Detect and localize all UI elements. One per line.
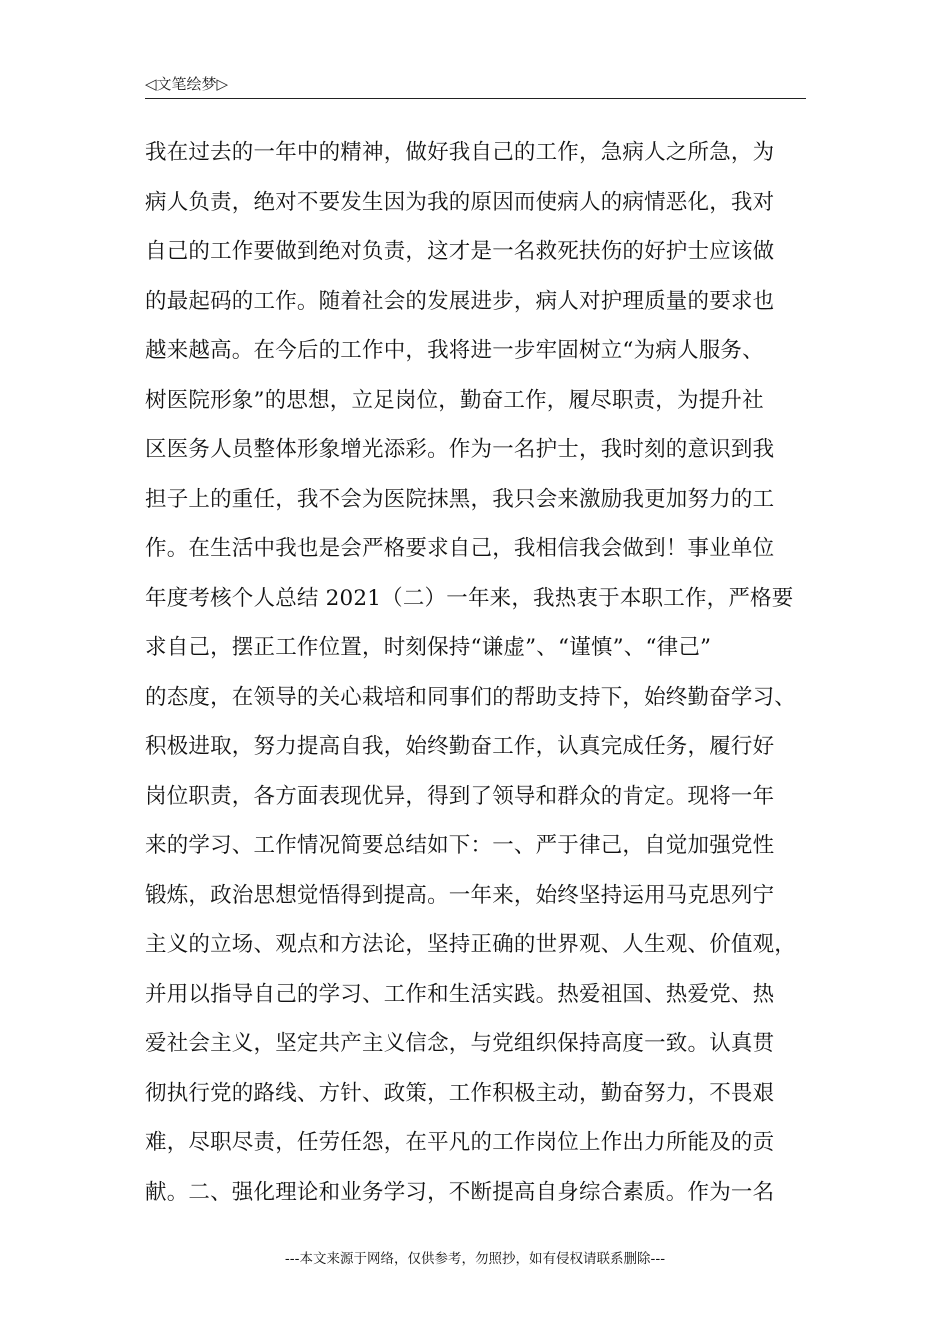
body-line: 我在过去的一年中的精神，做好我自己的工作，急病人之所急，为 <box>145 140 775 165</box>
body-line: 献。二、强化理论和业务学习，不断提高自身综合素质。作为一名 <box>145 1179 775 1205</box>
body-line: 区医务人员整体形象增光添彩。作为一名护士，我时刻的意识到我 <box>145 437 775 462</box>
footer-disclaimer: ---本文来源于网络，仅供参考，勿照抄，如有侵权请联系删除--- <box>284 1251 666 1267</box>
body-line: 难，尽职尽责，任劳任怨，在平凡的工作岗位上作出力所能及的贡 <box>145 1130 775 1155</box>
body-line: 岗位职责，各方面表现优异，得到了领导和群众的肯定。现将一年 <box>145 783 775 809</box>
document-body <box>145 128 825 1217</box>
body-line: 积极进取，努力提高自我，始终勤奋工作，认真完成任务，履行好 <box>145 734 775 759</box>
body-line: 越来越高。在今后的工作中，我将进一步牢固树立“为病人服务、 <box>145 338 764 363</box>
body-line: 的最起码的工作。随着社会的发展进步，病人对护理质量的要求也 <box>145 288 775 314</box>
body-line: 作。在生活中我也是会严格要求自己，我相信我会做到！事业单位 <box>145 536 775 561</box>
body-line: 担子上的重任，我不会为医院抹黑，我只会来激励我更加努力的工 <box>145 486 775 512</box>
body-line: 年度考核个人总结 2021（二）一年来，我热衷于本职工作，严格要 <box>145 585 794 611</box>
body-line: 来的学习、工作情况简要总结如下：一、严于律己，自觉加强党性 <box>145 833 775 858</box>
body-line: 树医院形象”的思想，立足岗位，勤奋工作，履尽职责，为提升社 <box>145 387 764 413</box>
body-line: 自己的工作要做到绝对负责，这才是一名救死扶伤的好护士应该做 <box>145 239 775 264</box>
body-line: 爱社会主义，坚定共产主义信念，与党组织保持高度一致。认真贯 <box>145 1031 775 1056</box>
body-line: 求自己，摆正工作位置，时刻保持“谦虚”、“谨慎”、“律己” <box>145 635 712 660</box>
body-line: 锻炼，政治思想觉悟得到提高。一年来，始终坚持运用马克思列宁 <box>145 882 775 908</box>
body-line: 彻执行党的路线、方针、政策，工作积极主动，勤奋努力，不畏艰 <box>145 1080 775 1106</box>
body-line: 的态度，在领导的关心栽培和同事们的帮助支持下，始终勤奋学习、 <box>145 684 797 710</box>
page-header <box>145 74 806 99</box>
body-line: 病人负责，绝对不要发生因为我的原因而使病人的病情恶化，我对 <box>145 189 775 215</box>
page-footer <box>0 1247 950 1267</box>
body-line: 主义的立场、观点和方法论，坚持正确的世界观、人生观、价值观， <box>145 932 797 957</box>
header-title: ◁文笔绘梦▷ <box>145 75 229 93</box>
body-line: 并用以指导自己的学习、工作和生活实践。热爱祖国、热爱党、热 <box>145 981 775 1007</box>
